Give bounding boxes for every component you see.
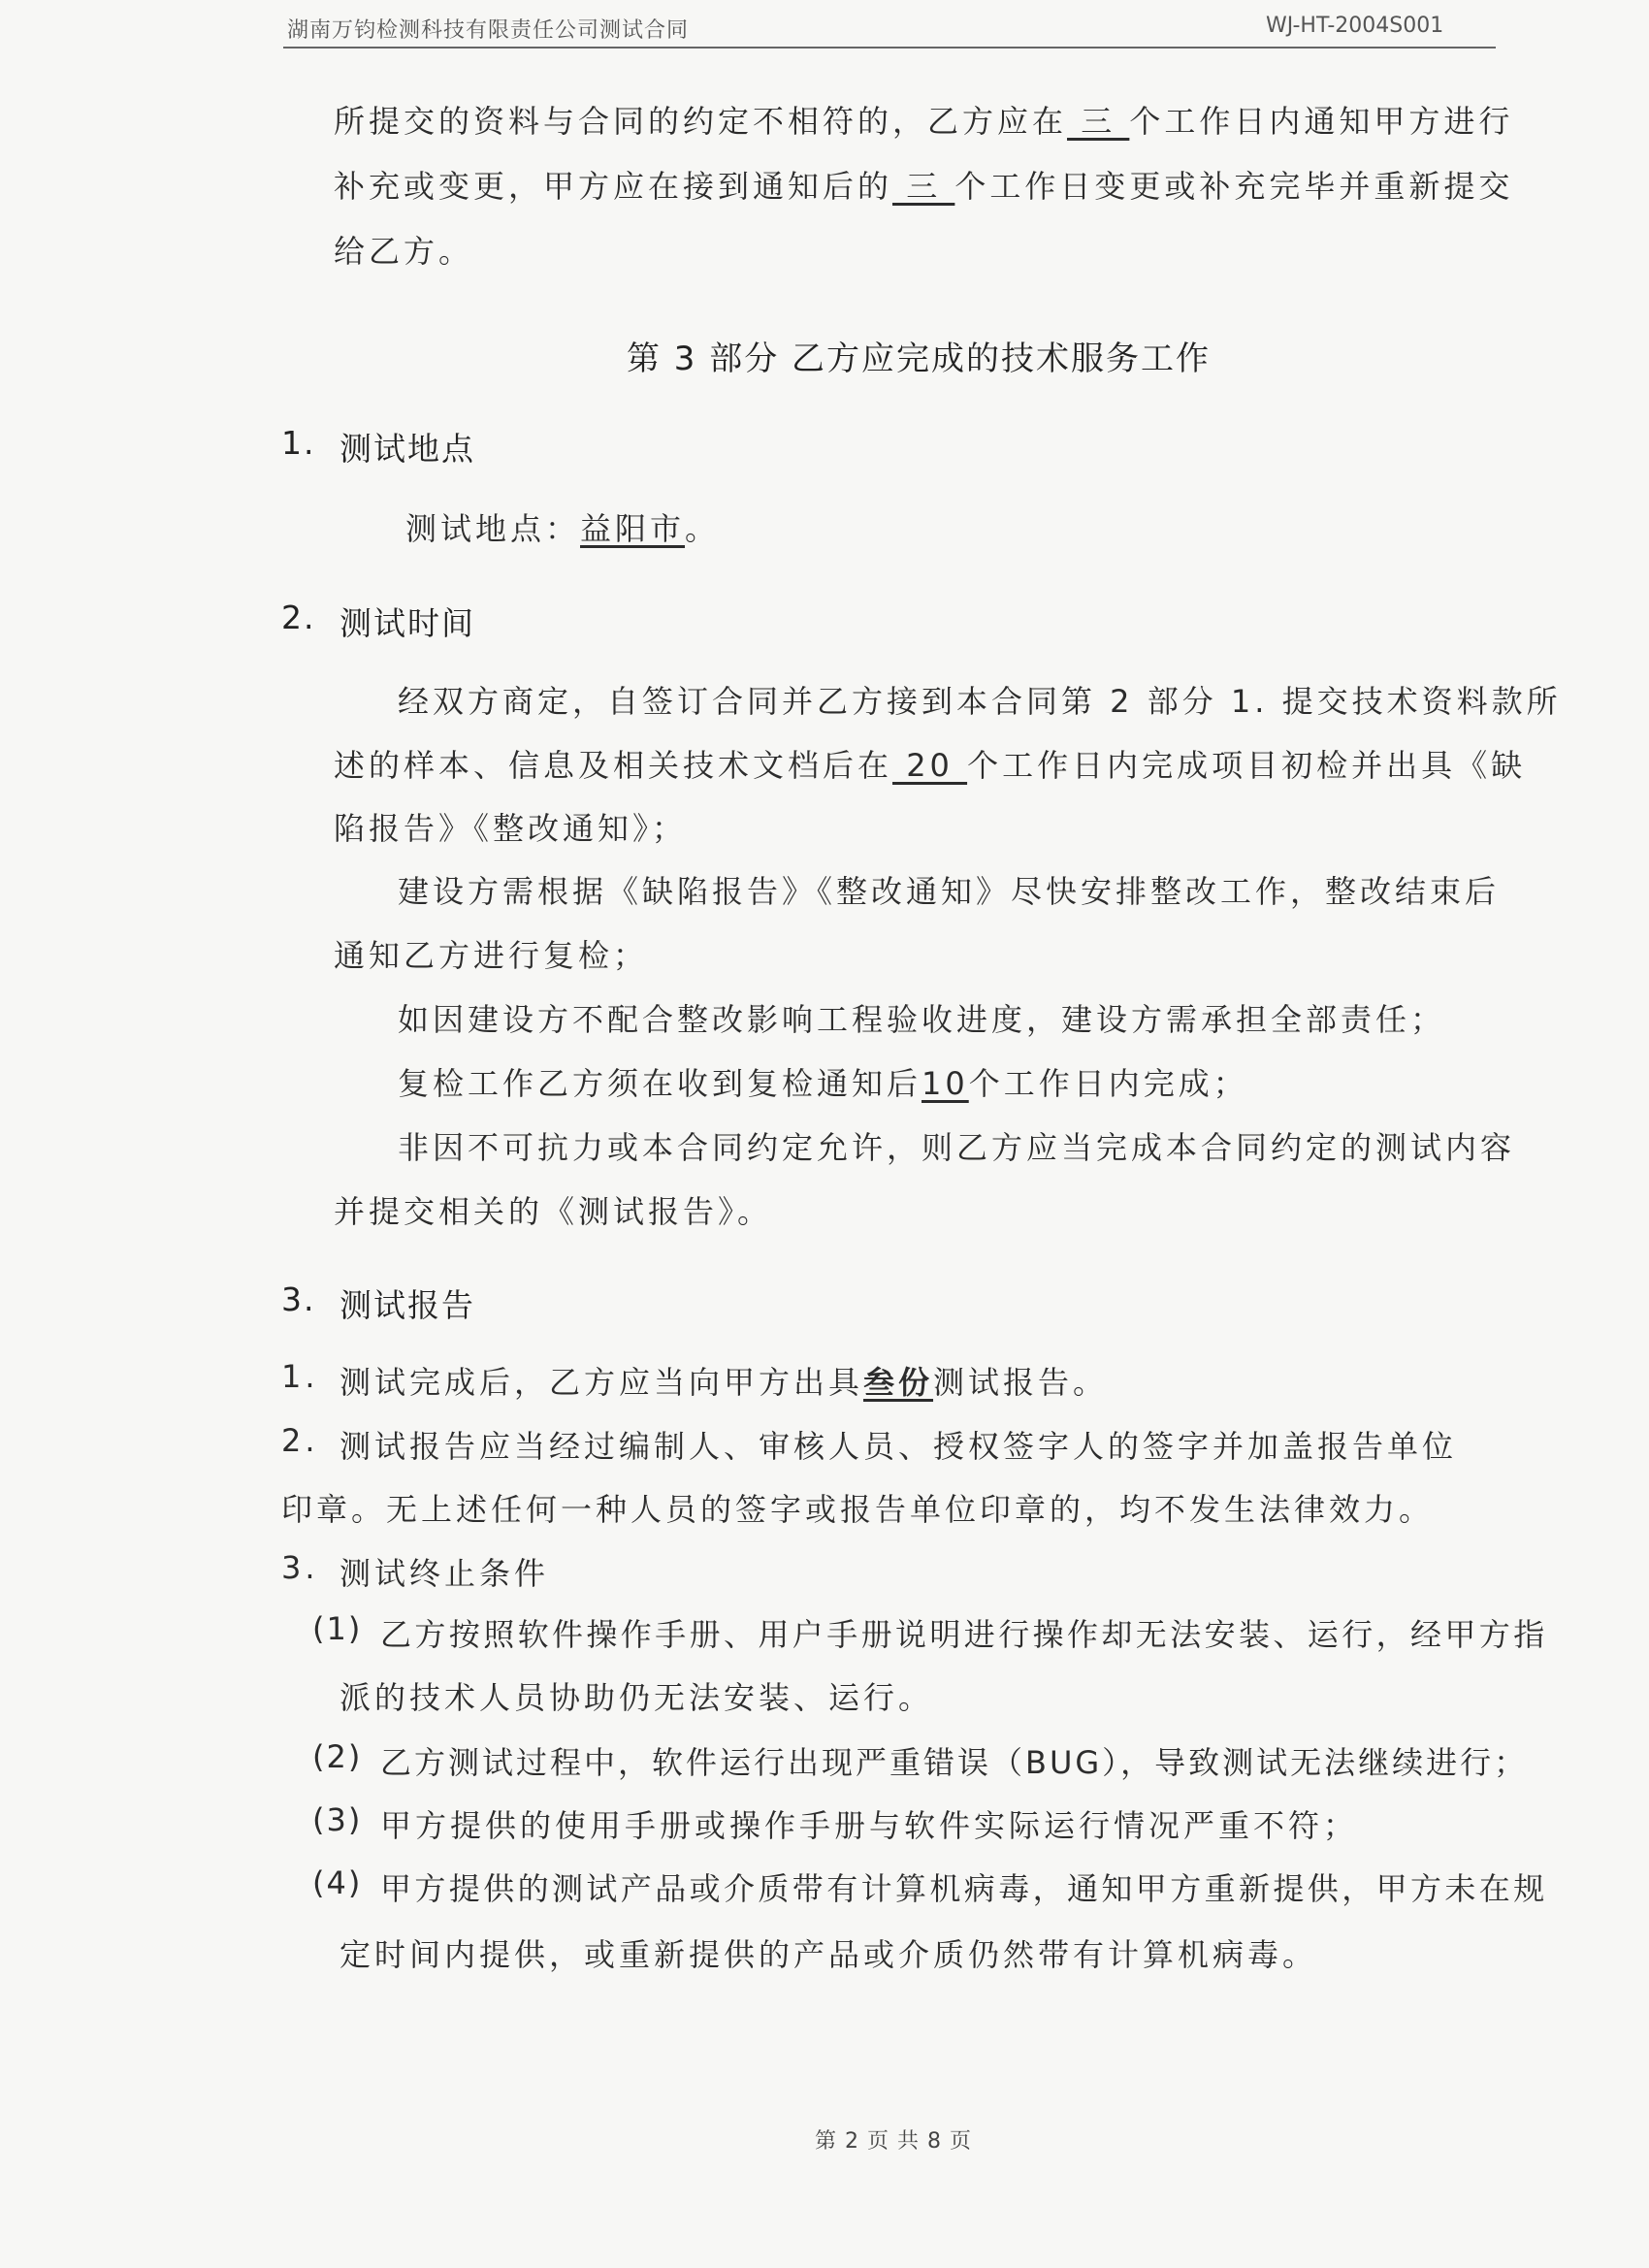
s3-item-2-line-1: 测试报告应当经过编制人、审核人员、授权签字人的签字并加盖报告单位 xyxy=(340,1428,1458,1465)
condition-1-line-1: 乙方按照软件操作手册、用户手册说明进行操作却无法安装、运行，经甲方指 xyxy=(380,1616,1548,1653)
s3-text: 测试完成后，乙方应当向甲方出具 xyxy=(340,1364,864,1401)
intro-text: 个工作日内通知甲方进行 xyxy=(1129,103,1514,140)
s2-number: 2. xyxy=(281,599,316,636)
location-value: 益阳市 xyxy=(580,510,686,547)
condition-4-line-1: 甲方提供的测试产品或介质带有计算机病毒，通知甲方重新提供，甲方未在规 xyxy=(380,1870,1548,1907)
s3-item-3: 测试终止条件 xyxy=(340,1555,550,1592)
s2-p2-line-2: 通知乙方进行复检； xyxy=(334,937,649,974)
s2-text: 个工作日内完成； xyxy=(968,1065,1248,1102)
header-rule xyxy=(283,47,1496,49)
condition-4-line-2: 定时间内提供，或重新提供的产品或介质仍然带有计算机病毒。 xyxy=(340,1936,1318,1973)
location-label: 测试地点： xyxy=(405,510,581,547)
s3-heading: 测试报告 xyxy=(340,1286,475,1324)
s2-heading: 测试时间 xyxy=(340,604,475,642)
s2-p5-line-2: 并提交相关的《测试报告》。 xyxy=(334,1193,773,1230)
location-end: 。 xyxy=(685,510,721,547)
intro-text: 个工作日变更或补充完毕并重新提交 xyxy=(954,168,1514,205)
intro-text: 补充或变更，甲方应在接到通知后的 xyxy=(334,168,893,205)
s3-item-1-number: 1. xyxy=(281,1358,319,1395)
intro-line-1 xyxy=(334,97,1513,142)
s2-p3: 如因建设方不配合整改影响工程验收进度，建设方需承担全部责任； xyxy=(398,1001,1446,1038)
condition-3: 甲方提供的使用手册或操作手册与软件实际运行情况严重不符； xyxy=(380,1807,1359,1844)
report-copies: 叁份 xyxy=(863,1364,934,1401)
condition-1-number: (1) xyxy=(312,1610,363,1647)
condition-2-number: (2) xyxy=(312,1738,363,1775)
s3-number: 3. xyxy=(281,1280,316,1318)
s2-p4 xyxy=(398,1059,1248,1104)
s2-p5-line-1: 非因不可抗力或本合同约定允许，则乙方应当完成本合同约定的测试内容 xyxy=(398,1129,1516,1166)
s1-heading: 测试地点 xyxy=(340,430,475,468)
header-company: 湖南万钧检测科技有限责任公司测试合同 xyxy=(287,18,690,43)
initial-test-days: 20 xyxy=(892,747,968,784)
section-title: 第 3 部分 乙方应完成的技术服务工作 xyxy=(627,340,1212,378)
supplement-days: 三 xyxy=(892,168,955,205)
s3-item-2-number: 2. xyxy=(281,1422,319,1459)
s2-p2-line-1: 建设方需根据《缺陷报告》《整改通知》尽快安排整改工作，整改结束后 xyxy=(398,873,1501,910)
s2-p1-line-2 xyxy=(334,741,1526,786)
s3-text: 测试报告。 xyxy=(933,1364,1109,1401)
page-footer: 第 2 页 共 8 页 xyxy=(815,2129,972,2154)
header-doc-code: WJ-HT-2004S001 xyxy=(1266,14,1444,38)
s2-text: 复检工作乙方须在收到复检通知后 xyxy=(398,1065,922,1102)
test-location xyxy=(405,504,720,549)
s1-number: 1. xyxy=(281,424,316,462)
s3-item-1 xyxy=(340,1358,1108,1403)
s3-item-3-number: 3. xyxy=(281,1549,319,1586)
condition-4-number: (4) xyxy=(312,1864,363,1901)
condition-3-number: (3) xyxy=(312,1801,363,1838)
intro-line-2 xyxy=(334,162,1513,207)
notify-days: 三 xyxy=(1067,103,1130,140)
condition-2: 乙方测试过程中，软件运行出现严重错误（BUG），导致测试无法继续进行； xyxy=(380,1744,1529,1781)
intro-line-3: 给乙方。 xyxy=(334,233,474,270)
s3-item-2-line-2: 印章。无上述任何一种人员的签字或报告单位印章的，均不发生法律效力。 xyxy=(281,1491,1435,1528)
s2-p1-line-1: 经双方商定，自签订合同并乙方接到本合同第 2 部分 1. 提交技术资料款所 xyxy=(398,683,1562,720)
s2-p1-line-3: 陷报告》《整改通知》； xyxy=(334,810,688,847)
retest-days: 10 xyxy=(922,1065,969,1102)
s2-text: 述的样本、信息及相关技术文档后在 xyxy=(334,747,893,784)
condition-1-line-2: 派的技术人员协助仍无法安装、运行。 xyxy=(340,1679,934,1716)
intro-text: 所提交的资料与合同的约定不相符的，乙方应在 xyxy=(334,103,1068,140)
s2-text: 个工作日内完成项目初检并出具《缺 xyxy=(967,747,1527,784)
